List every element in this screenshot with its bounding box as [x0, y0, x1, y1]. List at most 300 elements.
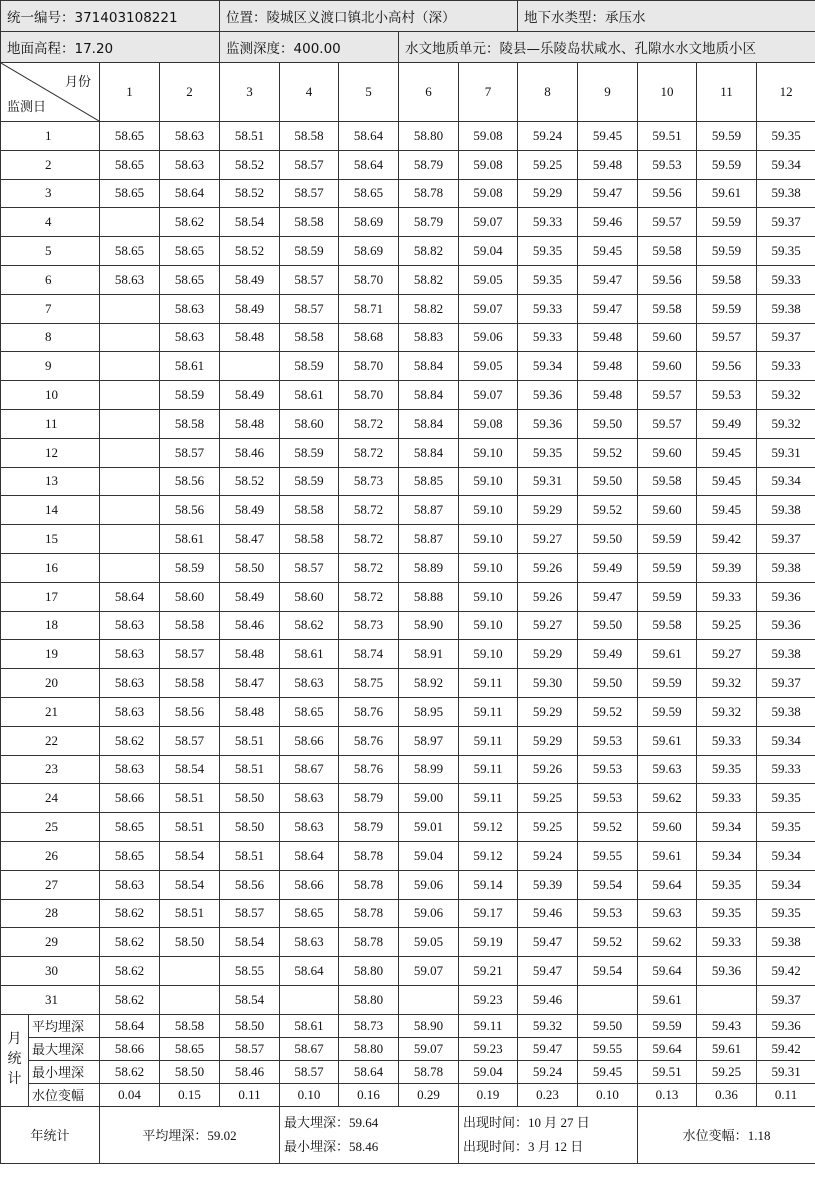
depth-value: 58.59 — [280, 438, 339, 467]
stat-value: 58.80 — [339, 1037, 399, 1060]
station-id: 371403108221 — [74, 10, 178, 26]
depth-value: 59.62 — [638, 784, 697, 813]
depth-value: 59.61 — [697, 179, 757, 208]
depth-value: 58.48 — [220, 323, 280, 352]
month-header: 6 — [399, 63, 459, 122]
depth-value: 59.60 — [638, 323, 697, 352]
depth-value: 59.10 — [459, 525, 518, 554]
depth-value: 58.54 — [160, 870, 220, 899]
depth-value: 59.62 — [638, 928, 697, 957]
depth-value: 59.11 — [459, 784, 518, 813]
day-label: 3 — [1, 179, 100, 208]
depth-value: 58.78 — [339, 841, 399, 870]
depth-value: 58.49 — [220, 381, 280, 410]
depth-value: 59.59 — [638, 525, 697, 554]
depth-value: 59.26 — [518, 755, 578, 784]
day-row — [1, 381, 815, 410]
depth-value — [100, 294, 160, 323]
day-row — [1, 179, 815, 208]
depth-value: 59.21 — [459, 957, 518, 986]
stat-value: 59.61 — [697, 1037, 757, 1060]
depth-value — [160, 985, 220, 1014]
day-label: 6 — [1, 265, 100, 294]
depth-value: 59.25 — [518, 784, 578, 813]
day-row — [1, 150, 815, 179]
depth-value: 59.38 — [757, 179, 815, 208]
depth-value: 59.11 — [459, 726, 518, 755]
depth-value: 58.62 — [100, 985, 160, 1014]
depth-value: 58.65 — [100, 179, 160, 208]
depth-value: 58.56 — [220, 870, 280, 899]
depth-value: 59.06 — [459, 323, 518, 352]
annual-range-cell: 水位变幅：1.18 — [638, 1106, 815, 1163]
depth-value: 59.01 — [399, 813, 459, 842]
depth-value: 59.57 — [638, 409, 697, 438]
depth-value: 59.34 — [697, 813, 757, 842]
depth-value: 59.35 — [697, 899, 757, 928]
depth-value: 58.65 — [100, 122, 160, 151]
stat-value: 59.25 — [697, 1060, 757, 1083]
depth-value: 58.62 — [100, 899, 160, 928]
stat-value: 58.50 — [220, 1014, 280, 1037]
depth-value: 58.57 — [160, 726, 220, 755]
depth-value: 59.57 — [638, 381, 697, 410]
day-row — [1, 697, 815, 726]
depth-value: 59.29 — [518, 640, 578, 669]
hydrogeology-unit: 陵县—乐陵岛状咸水、孔隙水水文地质小区 — [499, 41, 757, 57]
depth-value: 58.57 — [280, 179, 339, 208]
depth-value: 58.88 — [399, 582, 459, 611]
depth-value: 58.65 — [280, 899, 339, 928]
depth-value: 58.58 — [160, 409, 220, 438]
depth-value: 59.12 — [459, 813, 518, 842]
depth-value: 58.52 — [220, 237, 280, 266]
corner-day-label: 监测日 — [7, 99, 47, 114]
depth-value: 59.34 — [757, 841, 815, 870]
depth-value: 59.39 — [697, 553, 757, 582]
stat-value: 58.57 — [280, 1060, 339, 1083]
day-label: 20 — [1, 669, 100, 698]
month-header: 11 — [697, 63, 757, 122]
annual-average-cell: 平均埋深：59.02 — [100, 1106, 280, 1163]
depth-value: 59.50 — [578, 467, 638, 496]
depth-value: 58.58 — [160, 669, 220, 698]
depth-value: 59.37 — [757, 323, 815, 352]
depth-value: 58.57 — [280, 553, 339, 582]
depth-value: 59.53 — [578, 755, 638, 784]
stat-label: 最小埋深 — [29, 1060, 100, 1083]
depth-value: 59.46 — [578, 208, 638, 237]
depth-value: 58.52 — [220, 179, 280, 208]
depth-value: 58.63 — [100, 870, 160, 899]
depth-value: 58.82 — [399, 294, 459, 323]
day-label: 10 — [1, 381, 100, 410]
depth-value: 58.70 — [339, 265, 399, 294]
stat-value: 0.13 — [638, 1083, 697, 1106]
depth-value: 58.47 — [220, 669, 280, 698]
depth-value: 58.76 — [339, 697, 399, 726]
day-label: 14 — [1, 496, 100, 525]
depth-value: 59.24 — [518, 122, 578, 151]
depth-value: 58.57 — [280, 294, 339, 323]
day-row — [1, 899, 815, 928]
depth-value: 58.56 — [160, 467, 220, 496]
depth-value: 58.65 — [339, 179, 399, 208]
depth-value: 58.71 — [339, 294, 399, 323]
month-header: 2 — [160, 63, 220, 122]
depth-value: 59.42 — [697, 525, 757, 554]
stat-value: 0.10 — [578, 1083, 638, 1106]
depth-value: 59.38 — [757, 294, 815, 323]
stat-value: 59.04 — [459, 1060, 518, 1083]
annual-min: 58.46 — [349, 1138, 379, 1154]
depth-value: 59.32 — [697, 697, 757, 726]
annual-range: 1.18 — [747, 1128, 771, 1144]
depth-value: 59.59 — [697, 237, 757, 266]
depth-value: 58.54 — [220, 928, 280, 957]
stat-value: 58.62 — [100, 1060, 160, 1083]
depth-value: 59.57 — [697, 323, 757, 352]
depth-value: 58.48 — [220, 697, 280, 726]
day-label: 5 — [1, 237, 100, 266]
depth-value: 59.23 — [459, 985, 518, 1014]
depth-value: 59.34 — [757, 150, 815, 179]
depth-value: 59.25 — [518, 150, 578, 179]
depth-value: 58.89 — [399, 553, 459, 582]
depth-value: 58.58 — [160, 611, 220, 640]
depth-value: 59.58 — [638, 611, 697, 640]
depth-value: 58.62 — [100, 726, 160, 755]
depth-value: 58.69 — [339, 237, 399, 266]
depth-value: 58.62 — [100, 928, 160, 957]
depth-value: 58.62 — [280, 611, 339, 640]
depth-value: 58.73 — [339, 467, 399, 496]
day-row — [1, 726, 815, 755]
depth-value: 58.72 — [339, 525, 399, 554]
depth-value: 59.10 — [459, 640, 518, 669]
depth-value: 59.60 — [638, 352, 697, 381]
day-label: 19 — [1, 640, 100, 669]
day-label: 30 — [1, 957, 100, 986]
stat-label: 平均埋深 — [29, 1014, 100, 1037]
depth-value: 59.24 — [518, 841, 578, 870]
day-row — [1, 323, 815, 352]
depth-value — [697, 985, 757, 1014]
depth-value: 59.54 — [578, 957, 638, 986]
depth-value: 58.51 — [220, 122, 280, 151]
depth-value: 58.49 — [220, 582, 280, 611]
day-row — [1, 294, 815, 323]
depth-value: 58.59 — [160, 381, 220, 410]
header-row-2 — [1, 32, 815, 63]
day-row — [1, 582, 815, 611]
depth-value: 59.36 — [757, 582, 815, 611]
depth-value: 59.35 — [757, 122, 815, 151]
day-row — [1, 525, 815, 554]
depth-value: 59.37 — [757, 669, 815, 698]
depth-value: 59.52 — [578, 928, 638, 957]
depth-value: 58.61 — [160, 525, 220, 554]
depth-value: 59.61 — [638, 985, 697, 1014]
day-row — [1, 265, 815, 294]
depth-value: 59.35 — [697, 755, 757, 784]
day-label: 9 — [1, 352, 100, 381]
depth-value: 58.63 — [100, 755, 160, 784]
depth-value: 59.51 — [638, 122, 697, 151]
depth-value: 59.37 — [757, 525, 815, 554]
depth-value — [280, 985, 339, 1014]
month-header: 10 — [638, 63, 697, 122]
depth-value: 58.63 — [100, 640, 160, 669]
depth-value: 58.49 — [220, 294, 280, 323]
stat-value: 58.73 — [339, 1014, 399, 1037]
depth-value: 59.59 — [638, 669, 697, 698]
depth-value: 59.57 — [638, 208, 697, 237]
depth-value: 59.48 — [578, 352, 638, 381]
depth-value: 59.34 — [697, 841, 757, 870]
day-row — [1, 496, 815, 525]
depth-value: 59.50 — [578, 611, 638, 640]
depth-value: 59.58 — [638, 467, 697, 496]
depth-value: 59.59 — [697, 294, 757, 323]
stat-value: 58.64 — [339, 1060, 399, 1083]
depth-value: 58.65 — [100, 841, 160, 870]
depth-value: 58.84 — [399, 381, 459, 410]
depth-value: 58.63 — [160, 323, 220, 352]
depth-value: 59.52 — [578, 438, 638, 467]
stat-value: 0.04 — [100, 1083, 160, 1106]
depth-value: 58.84 — [399, 438, 459, 467]
depth-value: 59.07 — [459, 294, 518, 323]
depth-value: 59.10 — [459, 496, 518, 525]
depth-value — [100, 409, 160, 438]
depth-value: 59.38 — [757, 496, 815, 525]
stat-value: 0.11 — [757, 1083, 815, 1106]
depth-value: 59.08 — [459, 150, 518, 179]
depth-value: 59.29 — [518, 496, 578, 525]
depth-value: 59.35 — [757, 784, 815, 813]
depth-value: 58.59 — [280, 237, 339, 266]
depth-value: 59.27 — [697, 640, 757, 669]
depth-value: 59.50 — [578, 525, 638, 554]
depth-value: 58.66 — [280, 726, 339, 755]
depth-value: 59.35 — [518, 438, 578, 467]
depth-value: 59.07 — [459, 381, 518, 410]
depth-value: 59.49 — [578, 640, 638, 669]
depth-value: 58.79 — [399, 208, 459, 237]
day-row — [1, 467, 815, 496]
depth-value: 59.34 — [757, 870, 815, 899]
depth-value: 58.49 — [220, 265, 280, 294]
depth-value — [100, 323, 160, 352]
depth-value: 58.65 — [280, 697, 339, 726]
depth-value: 58.57 — [160, 640, 220, 669]
month-header: 8 — [518, 63, 578, 122]
depth-value: 59.47 — [578, 582, 638, 611]
hydrogeology-unit-cell: 水文地质单元：陵县—乐陵岛状咸水、孔隙水水文地质小区 — [399, 32, 815, 63]
month-header-row — [1, 63, 815, 122]
annual-max-line: 最大埋深：59.64 — [284, 1114, 379, 1130]
monthly-stat-row — [1, 1037, 815, 1060]
depth-value: 59.31 — [518, 467, 578, 496]
depth-value: 58.67 — [280, 755, 339, 784]
depth-value: 58.51 — [220, 726, 280, 755]
depth-value: 59.34 — [757, 726, 815, 755]
day-row — [1, 237, 815, 266]
depth-value: 59.33 — [518, 294, 578, 323]
depth-value: 58.74 — [339, 640, 399, 669]
day-label: 12 — [1, 438, 100, 467]
depth-value: 58.72 — [339, 496, 399, 525]
depth-value: 59.45 — [697, 438, 757, 467]
depth-value: 59.17 — [459, 899, 518, 928]
depth-value: 59.45 — [578, 237, 638, 266]
depth-value: 58.56 — [160, 697, 220, 726]
depth-value: 59.54 — [578, 870, 638, 899]
stat-value: 58.58 — [160, 1014, 220, 1037]
group-label-char: 月 — [7, 1032, 22, 1048]
depth-value: 59.33 — [757, 265, 815, 294]
depth-value: 59.29 — [518, 179, 578, 208]
max-time: 10 月 27 日 — [528, 1114, 590, 1130]
stat-value: 58.67 — [280, 1037, 339, 1060]
depth-value: 59.29 — [518, 726, 578, 755]
depth-value: 59.34 — [757, 467, 815, 496]
day-label: 23 — [1, 755, 100, 784]
depth-value: 58.75 — [339, 669, 399, 698]
depth-value: 58.80 — [339, 957, 399, 986]
annual-label: 年统计 — [1, 1106, 100, 1163]
depth-value: 58.72 — [339, 409, 399, 438]
depth-value: 58.72 — [339, 582, 399, 611]
group-label-char: 计 — [7, 1072, 22, 1088]
day-label: 18 — [1, 611, 100, 640]
depth-value: 58.63 — [100, 697, 160, 726]
depth-value: 59.11 — [459, 669, 518, 698]
depth-value: 59.06 — [399, 870, 459, 899]
depth-value: 58.58 — [280, 496, 339, 525]
depth-value: 58.64 — [100, 582, 160, 611]
stat-value: 59.43 — [697, 1014, 757, 1037]
stat-value: 58.50 — [160, 1060, 220, 1083]
stat-value: 58.46 — [220, 1060, 280, 1083]
depth-value: 59.33 — [697, 928, 757, 957]
depth-value: 58.63 — [160, 294, 220, 323]
depth-value: 59.33 — [757, 352, 815, 381]
location-cell: 位置：陵城区义渡口镇北小高村（深） — [220, 1, 518, 32]
depth-value: 58.60 — [280, 409, 339, 438]
depth-value: 58.63 — [160, 122, 220, 151]
stat-value: 59.64 — [638, 1037, 697, 1060]
depth-value: 59.60 — [638, 813, 697, 842]
month-header: 3 — [220, 63, 280, 122]
depth-value: 59.19 — [459, 928, 518, 957]
depth-value: 58.48 — [220, 640, 280, 669]
stat-value: 59.50 — [578, 1014, 638, 1037]
depth-value: 59.08 — [459, 179, 518, 208]
depth-value: 58.84 — [399, 409, 459, 438]
depth-value: 59.58 — [638, 237, 697, 266]
depth-value: 58.61 — [280, 640, 339, 669]
depth-value: 58.78 — [339, 870, 399, 899]
depth-value: 59.53 — [578, 899, 638, 928]
annual-max: 59.64 — [349, 1114, 379, 1130]
depth-value: 58.49 — [220, 496, 280, 525]
depth-value: 59.26 — [518, 582, 578, 611]
depth-value: 59.00 — [399, 784, 459, 813]
depth-value: 58.50 — [220, 784, 280, 813]
day-label: 26 — [1, 841, 100, 870]
day-label: 4 — [1, 208, 100, 237]
depth-value: 59.10 — [459, 582, 518, 611]
depth-value: 58.76 — [339, 726, 399, 755]
depth-value: 59.45 — [578, 122, 638, 151]
stat-value: 58.66 — [100, 1037, 160, 1060]
depth-value: 59.11 — [459, 697, 518, 726]
depth-value: 59.52 — [578, 813, 638, 842]
stat-value: 0.29 — [399, 1083, 459, 1106]
depth-value: 58.63 — [100, 611, 160, 640]
depth-value: 58.62 — [160, 208, 220, 237]
corner-cell — [1, 63, 100, 122]
depth-value: 59.45 — [697, 496, 757, 525]
depth-value: 59.07 — [459, 208, 518, 237]
stat-value: 58.64 — [100, 1014, 160, 1037]
day-label: 8 — [1, 323, 100, 352]
depth-value: 59.38 — [757, 640, 815, 669]
depth-value: 58.79 — [339, 784, 399, 813]
depth-value: 58.58 — [280, 323, 339, 352]
depth-value: 58.68 — [339, 323, 399, 352]
depth-value: 58.65 — [100, 237, 160, 266]
depth-value: 59.32 — [757, 381, 815, 410]
depth-value: 59.47 — [518, 957, 578, 986]
depth-value — [100, 381, 160, 410]
depth-value: 59.45 — [697, 467, 757, 496]
depth-value: 58.63 — [160, 150, 220, 179]
depth-value: 59.61 — [638, 640, 697, 669]
depth-value: 58.78 — [339, 928, 399, 957]
depth-value: 59.58 — [638, 294, 697, 323]
depth-value: 59.10 — [459, 467, 518, 496]
depth-value: 58.59 — [160, 553, 220, 582]
month-header: 7 — [459, 63, 518, 122]
depth-value: 58.57 — [160, 438, 220, 467]
day-row — [1, 870, 815, 899]
depth-value: 59.59 — [697, 150, 757, 179]
depth-value: 59.10 — [459, 611, 518, 640]
depth-value: 58.54 — [220, 208, 280, 237]
day-row — [1, 611, 815, 640]
depth-value: 59.27 — [518, 611, 578, 640]
day-label: 7 — [1, 294, 100, 323]
stat-value: 59.59 — [638, 1014, 697, 1037]
depth-value: 58.64 — [160, 179, 220, 208]
day-row — [1, 813, 815, 842]
depth-value: 59.47 — [578, 294, 638, 323]
monitoring-depth: 400.00 — [293, 41, 341, 57]
depth-value: 59.04 — [459, 237, 518, 266]
depth-value: 59.47 — [578, 179, 638, 208]
depth-value: 59.59 — [638, 582, 697, 611]
depth-value: 59.33 — [518, 323, 578, 352]
day-label: 17 — [1, 582, 100, 611]
depth-value: 59.26 — [518, 553, 578, 582]
stat-value: 0.36 — [697, 1083, 757, 1106]
group-label-char: 统 — [7, 1052, 22, 1068]
day-label: 27 — [1, 870, 100, 899]
stat-value: 59.45 — [578, 1060, 638, 1083]
